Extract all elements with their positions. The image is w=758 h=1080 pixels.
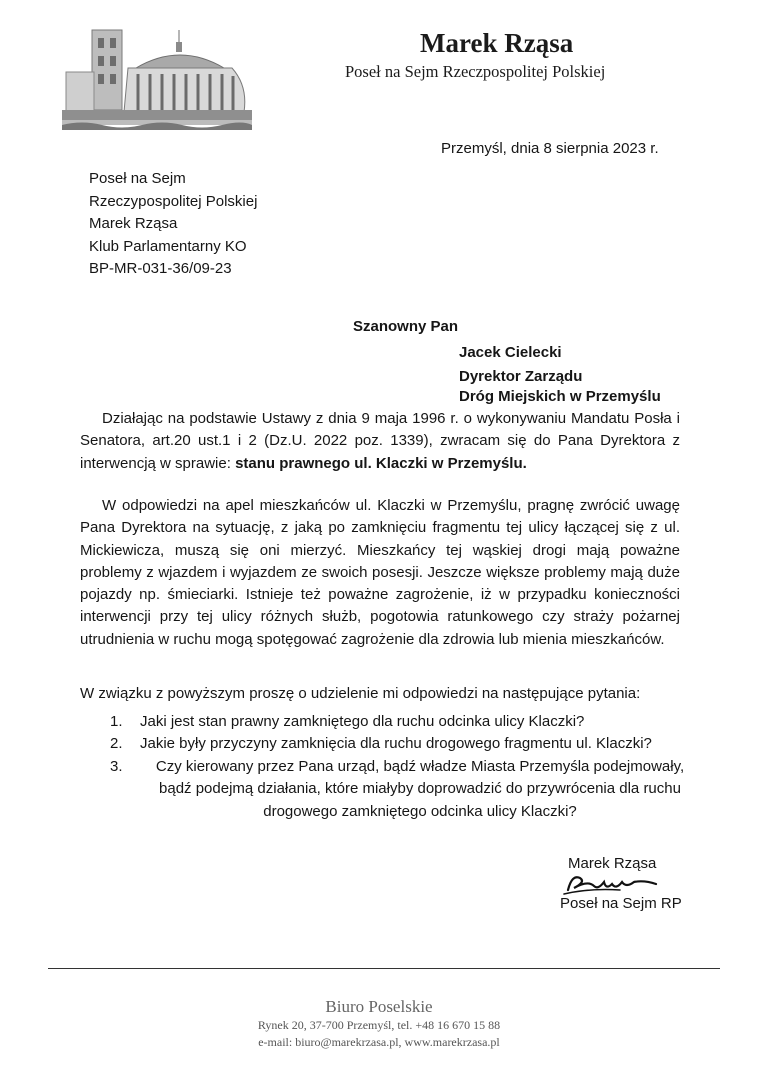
sender-block: [89, 168, 257, 281]
recipient-salutation: Szanowny Pan: [353, 318, 459, 335]
list-number: 3.: [110, 757, 123, 775]
footer-title: Biuro Poselskie: [325, 997, 433, 1016]
footer-divider: [48, 968, 720, 969]
recipient-institution: Dróg Miejskich w Przemyślu: [459, 388, 661, 405]
list-text: Jakie były przyczyny zamknięcia dla ruchu drogowego fragmentu ul. Klaczki?: [140, 735, 652, 753]
paragraph-subject: stanu prawnego ul. Klaczki w Przemyślu.: [235, 454, 527, 472]
footer-contact: e-mail: biuro@marekrzasa.pl, www.marekrzasa.pl: [258, 1035, 500, 1049]
sender-line: Marek Rząsa: [89, 215, 178, 232]
recipient-name: Jacek Cielecki: [459, 344, 562, 361]
paragraph-text: W odpowiedzi na apel mieszkańców ul. Klaczki w Przemyślu, pragnę zwrócić uwagę Pana Dyrektora na sytuację, z jaką po zamknięciu fragmentu tej ulicy łączącej się z ul. Mickiewicza, muszą się oni mierzyć. Mieszkańcy tej wąskiej drogi mają poważne problemy z wjazdem i wyjazdem ze swoich posesji. Jeszcze większe problemy mają duże pojazdy np. śmieciarki. Istnieje też poważne zagrożenie, iż w przypadku konieczności interwencji przy tej ulicy różnych służb, pogotowia ratunkowego czy straży pożarnej utrudnienia w ruchu mogą spotęgować zagrożenie dla zdrowia lub mienia mieszkańców.: [80, 497, 680, 648]
questions-list: [110, 711, 700, 823]
letter-date: Przemyśl, dnia 8 sierpnia 2023 r.: [441, 140, 659, 157]
header-role: Poseł na Sejm Rzeczpospolitej Polskiej: [345, 62, 606, 81]
sender-line: Rzeczypospolitej Polskiej: [89, 192, 258, 210]
header-name: Marek Rząsa: [420, 28, 574, 58]
list-item: [110, 733, 700, 755]
sender-line: Klub Parlamentarny KO: [89, 237, 247, 255]
recipient-title: Dyrektor Zarządu: [459, 368, 583, 385]
footer-address: Rynek 20, 37-700 Przemyśl, tel. +48 16 670 15 88: [257, 1018, 501, 1032]
list-number: 1.: [110, 713, 123, 730]
list-text: Jaki jest stan prawny zamkniętego dla ruchu odcinka ulicy Klaczki?: [140, 713, 585, 730]
sejm-building-logo: [62, 24, 252, 132]
sender-line: Poseł na Sejm: [89, 170, 186, 187]
list-item: [110, 756, 700, 823]
signature-name: Marek Rząsa: [568, 855, 657, 872]
body-paragraph-2: [80, 495, 680, 651]
body-paragraph-1: [80, 408, 680, 475]
sender-line: BP-MR-031-36/09-23: [89, 260, 232, 277]
body-paragraph-3: W związku z powyższym proszę o udzielenie mi odpowiedzi na następujące pytania:: [80, 685, 641, 702]
list-text: Czy kierowany przez Pana urząd, bądź władze Miasta Przemyśla podejmowały, bądź podejmą działania, które miałyby doprowadzić do przywrócenia dla ruchu drogowego zamkniętego odcinka ulicy Klaczki?: [155, 757, 685, 820]
paragraph-text: Działając na podstawie Ustawy z dnia 9 maja 1996 r. o wykonywaniu Mandatu Posła i Senatora, art.20 ust.1 i 2 (Dz.U. 2022 poz. 1339), zwracam się do Pana Dyrektora z interwencją w sprawie:: [80, 410, 680, 472]
list-item: [110, 711, 700, 733]
list-number: 2.: [110, 735, 123, 753]
signature-role: Poseł na Sejm RP: [560, 895, 682, 912]
